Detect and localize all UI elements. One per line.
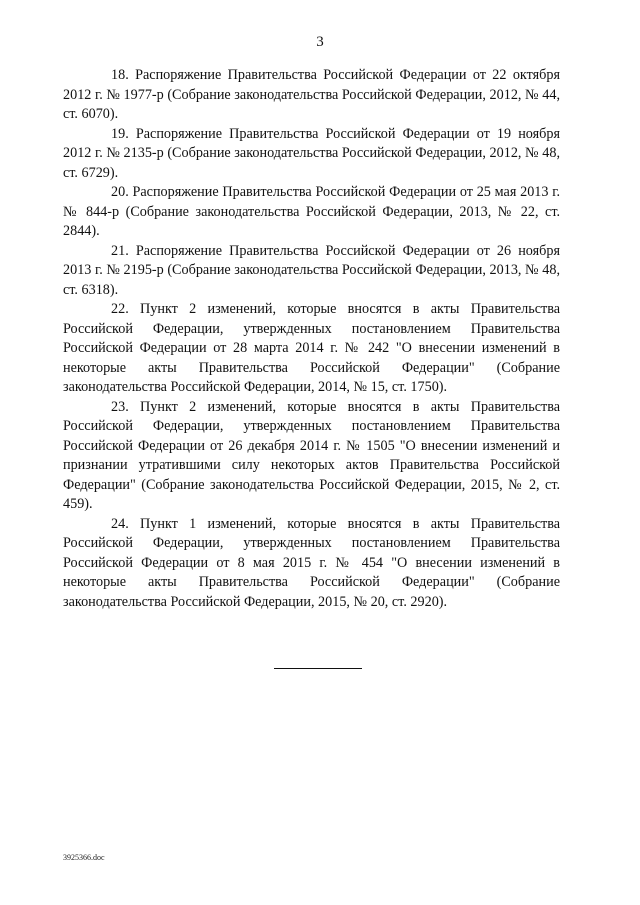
page-number: 3 [316, 34, 324, 50]
footer-filename: 3925366.doc [63, 853, 105, 862]
list-item: 21. Распоряжение Правительства Российской Федерации от 26 ноября 2013 г. № 2195-р (Собрание законодательства Российской Федерации, 2013, № 48, ст. 6318). [63, 242, 560, 298]
list-item: 24. Пункт 1 изменений, которые вносятся в акты Правительства Российской Федерации, утвержденных постановлением Правительства Российской Федерации от 8 мая 2015 г. № 454 "О внесении изменений в некоторые акты Правительства Российской Федерации" (Собрание законодательства Российской Федерации, 2015, № 20, ст. 2920). [63, 515, 560, 610]
end-separator-line [274, 668, 362, 669]
document-body [63, 66, 560, 612]
list-item: 22. Пункт 2 изменений, которые вносятся в акты Правительства Российской Федерации, утвержденных постановлением Правительства Российской Федерации от 28 марта 2014 г. № 242 "О внесении изменений в некоторые акты Правительства Российской Федерации" (Собрание законодательства Российской Федерации, 2014, № 15, ст. 1750). [63, 301, 560, 395]
list-item: 23. Пункт 2 изменений, которые вносятся в акты Правительства Российской Федерации, утвержденных постановлением Правительства Российской Федерации от 26 декабря 2014 г. № 1505 "О внесении изменений и признании утратившими силу некоторых актов Правительства Российской Федерации" (Собрание законодательства Российской Федерации, 2015, № 2, ст. 459). [63, 398, 560, 512]
list-item: 19. Распоряжение Правительства Российской Федерации от 19 ноября 2012 г. № 2135-р (Собрание законодательства Российской Федерации, 2012, № 48, ст. 6729). [63, 125, 560, 181]
list-item: 18. Распоряжение Правительства Российской Федерации от 22 октября 2012 г. № 1977-р (Собрание законодательства Российской Федерации, 2012, № 44, ст. 6070). [63, 67, 560, 122]
list-item: 20. Распоряжение Правительства Российской Федерации от 25 мая 2013 г. № 844-р (Собрание законодательства Российской Федерации, 2013, № 22, ст. 2844). [63, 184, 560, 239]
